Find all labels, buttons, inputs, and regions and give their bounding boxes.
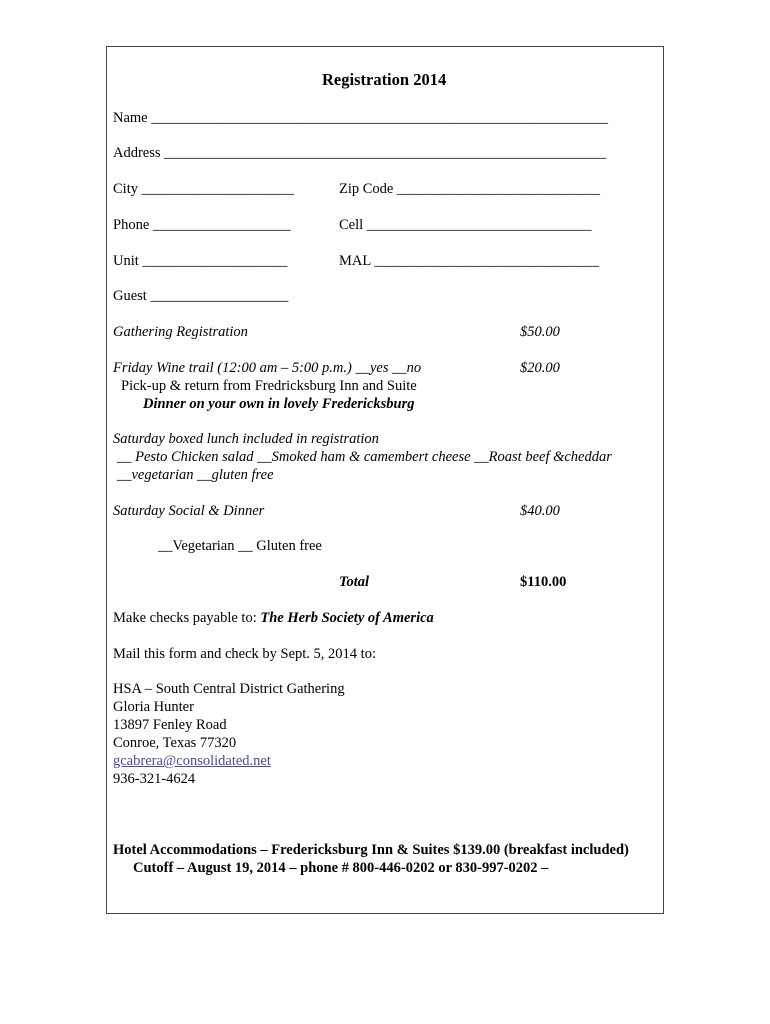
name-field[interactable]: Name _______________________________________________________________ xyxy=(113,110,608,126)
wine-trail-price: $20.00 xyxy=(520,360,560,376)
contact-phone: 936-321-4624 xyxy=(113,771,196,787)
phone-field[interactable]: Phone ___________________ xyxy=(113,217,291,233)
address-field[interactable]: Address _____________________________________________________________ xyxy=(113,145,607,161)
boxed-lunch-options: __ Pesto Chicken salad __Smoked ham & camembert cheese __Roast beef &cheddar xyxy=(117,449,612,465)
email-link[interactable]: gcabrera@consolidated.net xyxy=(113,753,271,769)
boxed-lunch-label: Saturday boxed lunch included in registration xyxy=(113,431,379,447)
social-dinner-label: Saturday Social & Dinner xyxy=(113,503,265,519)
wine-trail-dinner: Dinner on your own in lovely Fredericksburg xyxy=(143,396,415,412)
page-title: Registration 2014 xyxy=(322,70,447,89)
hotel-accommodations: Hotel Accommodations – Fredericksburg Inn & Suites $139.00 (breakfast included) xyxy=(113,842,629,858)
social-dinner-price: $40.00 xyxy=(520,503,560,519)
total-label: Total xyxy=(339,574,370,590)
gathering-registration-price: $50.00 xyxy=(520,324,560,340)
checks-prefix: Make checks payable to: xyxy=(113,610,261,626)
social-dinner-options: __Vegetarian __ Gluten free xyxy=(158,538,322,554)
address-line-1: HSA – South Central District Gathering xyxy=(113,681,345,697)
total-amount: $110.00 xyxy=(520,574,567,590)
address-line-2: Gloria Hunter xyxy=(113,699,194,715)
city-field[interactable]: City _____________________ xyxy=(113,181,294,197)
checks-payee: The Herb Society of America xyxy=(260,610,434,626)
guest-field[interactable]: Guest ___________________ xyxy=(113,288,289,304)
cell-field[interactable]: Cell _______________________________ xyxy=(339,217,592,233)
address-line-4: Conroe, Texas 77320 xyxy=(113,735,237,751)
hotel-cutoff: Cutoff – August 19, 2014 – phone # 800-446-0202 or 830-997-0202 – xyxy=(133,860,549,876)
boxed-lunch-dietary: __vegetarian __gluten free xyxy=(117,467,274,483)
mail-instructions: Mail this form and check by Sept. 5, 2014 to: xyxy=(113,646,376,662)
address-line-3: 13897 Fenley Road xyxy=(113,717,227,733)
checks-payable xyxy=(113,609,434,627)
wine-trail-pickup: Pick-up & return from Fredricksburg Inn and Suite xyxy=(121,378,417,394)
unit-field[interactable]: Unit ____________________ xyxy=(113,253,288,269)
gathering-registration-label: Gathering Registration xyxy=(113,324,248,340)
wine-trail-label: Friday Wine trail (12:00 am – 5:00 p.m.) __yes __no xyxy=(113,360,422,376)
zip-code-field[interactable]: Zip Code ____________________________ xyxy=(339,181,600,197)
mal-field[interactable]: MAL _______________________________ xyxy=(339,253,600,269)
